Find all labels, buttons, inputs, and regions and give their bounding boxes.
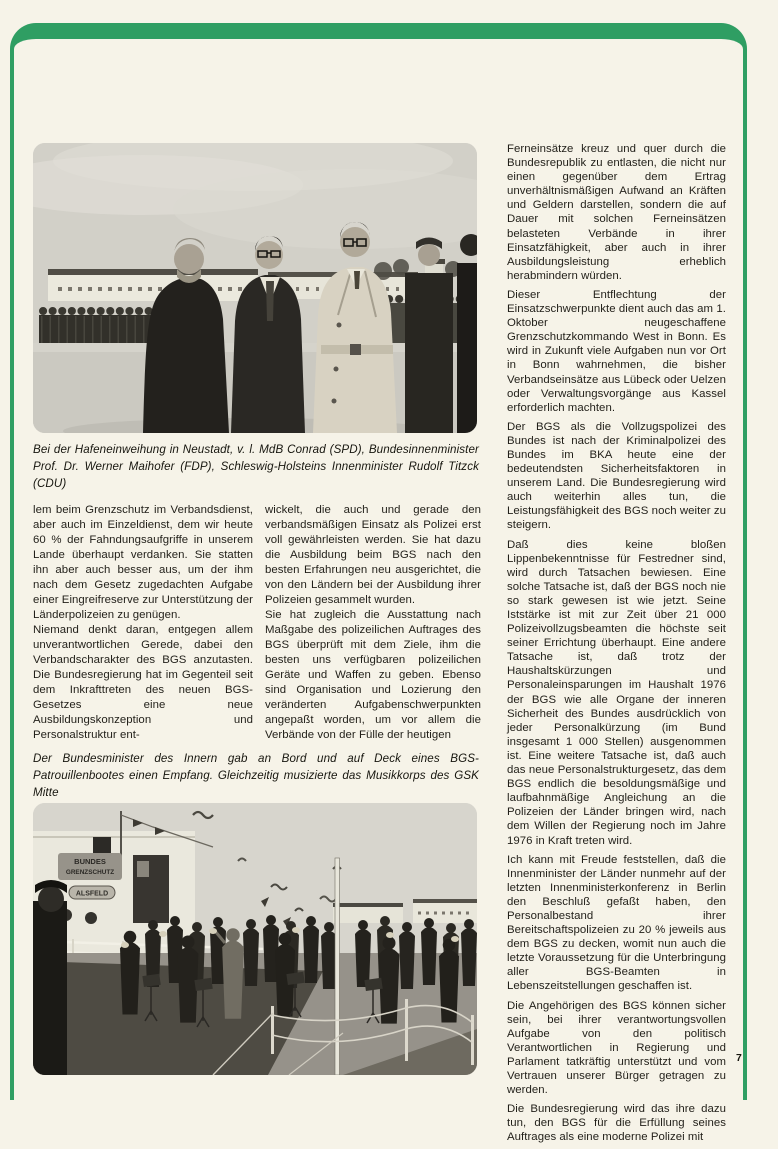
paragraph: Der BGS als die Vollzugspolizei des Bundes ist nach der Kriminalpolizei des Bundes im BKA heute eine der bedeutendsten Sicherheitsfaktoren in unserem Land. Die Bundesregierung wird auch weiterhin alles tun, die Leistungsfähigkeit des BGS noch weiter zu steigern. bbox=[507, 420, 726, 532]
paragraph: Die Angehörigen des BGS können sicher sein, bei ihrer verantwortungsvollen Aufgabe von den politisch Verantwortlichen in Regierung und Parlament tatkräftig unterstützt und vom Vertrauen unserer Bürger getragen zu werden. bbox=[507, 999, 726, 1097]
photo-music-corps-patrol-boat bbox=[33, 803, 477, 1075]
ship-sign-line2: GRENZSCHUTZ bbox=[65, 869, 115, 876]
body-column-left bbox=[33, 503, 253, 743]
ship-sign-line1: BUNDES bbox=[74, 857, 106, 866]
paragraph: Die Bundesregierung wird das ihre dazu tun, den BGS für die Erfüllung seines Auftrages als eine moderne Polizei mit bbox=[507, 1103, 726, 1144]
paragraph: Ferneinsätze kreuz und quer durch die Bundesrepublik zu entlasten, die nicht nur einen gegenüber dem Ertrag unverhältnismäßigen Aufwand an Kräften und Geldern darstellen, sondern die auf Dauer mit solchen Ferneinsätzen belasteten Verbände in ihrer Einsatzfähigkeit, aber auch in ihrer Ausbildungsleistung erheblich herabmindern würden. bbox=[507, 143, 726, 282]
photo-harbour-inauguration bbox=[33, 143, 477, 433]
photo1-caption: Bei der Hafeneinweihung in Neustadt, v. l. MdB Conrad (SPD), Bundesinnenminister Prof. Dr. Werner Maihofer (FDP), Schleswig-Holsteins Innenminister Rudolf Titzck (CDU) bbox=[33, 443, 479, 490]
paragraph: lem beim Grenzschutz im Verbandsdienst, aber auch im Einzeldienst, dem wir heute 60 % der Fahndungsaufgriffe in unserem Lande überhaupt verdanken. Sie statten ihn aber auch besser aus, um der ihm nach dem Gesetz zugedachten Aufgabe einer Eingreifreserve zur Unterstützung der Länderpolizeien zu genügen. bbox=[33, 504, 253, 621]
boat-name-plate: ALSFELD bbox=[75, 890, 109, 898]
paragraph: Niemand denkt daran, entgegen allem unverantwortlichen Gerede, dabei den Verbandscharakter des BGS anzutasten. Die Bundesregierung hat im Gegenteil seit dem Inkrafttreten des neuen BGS-Gesetzes eine neue Ausbildungskonzeption und Personalstruktur ent- bbox=[33, 624, 253, 741]
body-column-middle bbox=[265, 503, 481, 743]
paragraph: Ich kann mit Freude feststellen, daß die Innenminister der Länder nunmehr auf der letzten Innenministerkonferenz in Berlin den Beschluß gefaßt haben, den Personalbestand ihrer Bereitschaftspolizeien zu 20 % jeweils aus dem BGS zu decken, womit nun auch die letzte Voraussetzung für die Unterbringung aller BGS-Beamten in Lebenszeitstellungen geschaffen ist. bbox=[507, 853, 726, 993]
paragraph: wickelt, die auch und gerade den verbandsmäßigen Einsatz als Polizei erst voll gewährleisten werden. Sie hat dazu die Ausbildung beim BGS nach den besten Erfahrungen neu ausgerichtet, die von den Ländern bei der Ausbildung ihrer Polizeien gesammelt wurden. bbox=[265, 504, 481, 606]
photo2-caption: Der Bundesminister des Innern gab an Bord und auf Deck eines BGS-Patrouillenbootes einen Empfang. Gleichzeitig musizierte das Musikkorps des GSK Mitte bbox=[33, 752, 479, 799]
page-number: 7 bbox=[736, 1052, 742, 1064]
paragraph: Daß dies keine bloßen Lippenbekenntnisse für Festredner sind, wird durch Tatsachen bewiesen. Eine solche Tatsache ist, daß der BGS noch nie so stark gewesen ist wie jetzt. Seine Iststärke ist mit zur Zeit über 21 000 Polizeivollzugsbeamten die höchste seit seiner Errichtung überhaupt. Eine andere Tatsache ist, daß trotz der Haushaltskürzungen und Personaleinsparungen im Haushalt 1976 der BGS wie alle Organe der inneren Sicherheit des Bundes ausdrücklich von jeder Personalkürzung (im Bund insgesamt 1 000 Stellen) ausgenommen ist. Eine weitere Tatsache ist, daß auch das neue Personalstrukturgesetz, das dem BGS endlich die besoldungsmäßige und laufbahnmäßige Angleichung an die Polizeien der Länder bringen wird, nach dem Willen der Regierung noch im Jahre 1976 in Kraft treten wird. bbox=[507, 538, 726, 847]
photo-music-corps-art bbox=[33, 803, 477, 1075]
paragraph: Dieser Entflechtung der Einsatzschwerpunkte dient auch das am 1. Oktober neugeschaffene Grenzschutzkommando West in Bonn. Es wird in Zukunft viele Aufgaben nun vor Ort in Bonn wahrnehmen, die bisher Verbandseinsätze aus Lübeck oder Uelzen oder Verwaltungsvorgänge aus Kassel erforderlich machten. bbox=[507, 288, 726, 414]
paragraph: Sie hat zugleich die Ausstattung nach Maßgabe des polizeilichen Auftrages des BGS überprüft mit dem Ziele, ihm die besten uns verfügbaren polizeilichen Geräte und Waffen zu geben. Ebenso sind Organisation und Lozierung den veränderten Aufgabenschwerpunkten angepaßt worden, um vor allem die Verbände von der Fülle der heutigen bbox=[265, 609, 481, 741]
photo-harbour-inauguration-art bbox=[33, 143, 477, 433]
body-column-right bbox=[507, 142, 726, 1149]
